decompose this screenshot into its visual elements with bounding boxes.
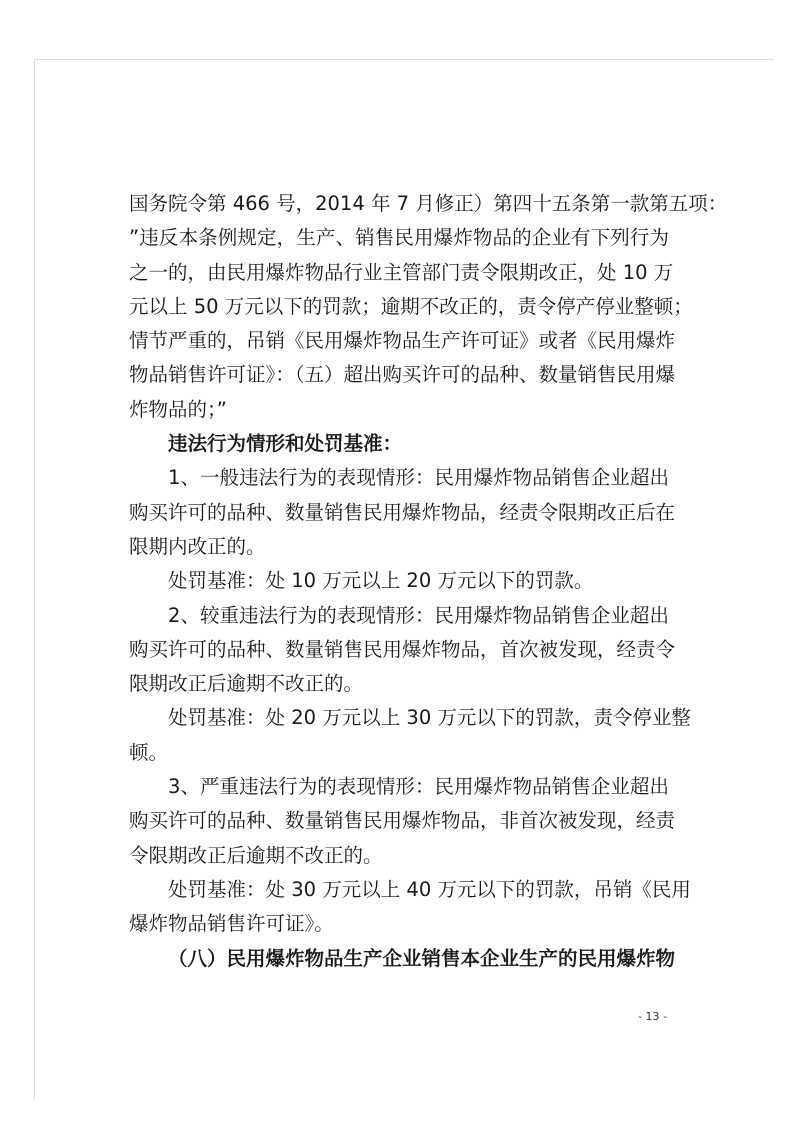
- text-line: 处罚基准：处 20 万元以上 30 万元以下的罚款，责令停业整: [168, 706, 691, 730]
- text-line: 令限期改正后逾期不改正的。: [129, 843, 383, 867]
- text-line: 处罚基准：处 10 万元以上 20 万元以下的罚款。: [168, 569, 594, 593]
- text-line: ”违反本条例规定，生产、销售民用爆炸物品的企业有下列行为: [129, 226, 669, 250]
- text-line: 物品销售许可证》：（五）超出购买许可的品种、数量销售民用爆: [129, 363, 676, 387]
- text-line: 3、严重违法行为的表现情形：民用爆炸物品销售企业超出: [168, 775, 669, 799]
- document-body: [129, 187, 728, 976]
- text-line: 购买许可的品种、数量销售民用爆炸物品，经责令限期改正后在: [129, 500, 676, 524]
- text-line: 购买许可的品种、数量销售民用爆炸物品，非首次被发现，经责: [129, 809, 676, 833]
- text-line: 2、较重违法行为的表现情形：民用爆炸物品销售企业超出: [168, 603, 669, 627]
- section-heading: 违法行为情形和处罚基准：: [168, 432, 403, 456]
- section-heading: （八）民用爆炸物品生产企业销售本企业生产的民用爆炸物: [168, 946, 676, 970]
- text-line: 之一的，由民用爆炸物品行业主管部门责令限期改正，处 10 万: [129, 260, 674, 284]
- text-line: 元以上 50 万元以下的罚款；逾期不改正的，责令停产停业整顿；: [129, 294, 693, 318]
- page-number: - 13 -: [638, 1010, 667, 1023]
- text-line: 限期内改正的。: [129, 534, 266, 558]
- text-line: 顿。: [129, 740, 169, 764]
- text-line: 国务院令第 466 号，2014 年 7 月修正）第四十五条第一款第五项：: [129, 192, 728, 215]
- text-line: 1、一般违法行为的表现情形：民用爆炸物品销售企业超出: [168, 466, 669, 490]
- text-line: 处罚基准：处 30 万元以上 40 万元以下的罚款，吊销《民用: [168, 877, 691, 901]
- text-line: 情节严重的，吊销《民用爆炸物品生产许可证》或者《民用爆炸: [129, 329, 676, 353]
- text-line: 限期改正后逾期不改正的。: [129, 672, 364, 696]
- text-line: 购买许可的品种、数量销售民用爆炸物品，首次被发现，经责令: [129, 637, 676, 661]
- text-line: 爆炸物品销售许可证》。: [129, 912, 334, 936]
- text-line: 炸物品的；”: [129, 397, 227, 421]
